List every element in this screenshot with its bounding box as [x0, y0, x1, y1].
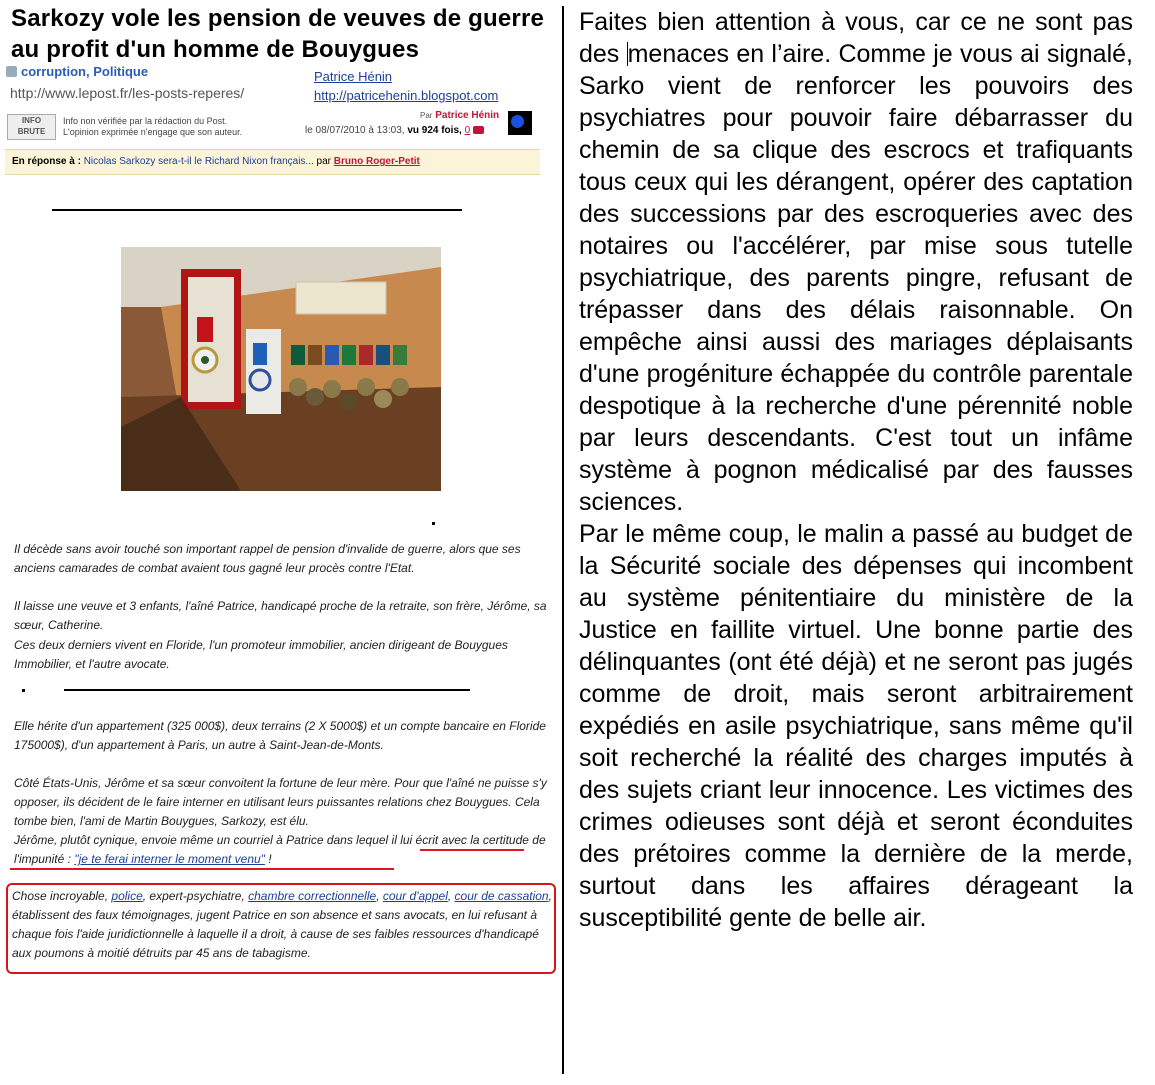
highlighted-phrase: lui écrit avec la certitude de l'impunité :: [14, 833, 546, 866]
paragraph-6-end: !: [264, 852, 272, 866]
box-text: Chose incroyable,: [12, 889, 112, 903]
author-blog-link[interactable]: http://patricehenin.blogspot.com: [314, 88, 499, 103]
box-text: ,: [376, 889, 383, 903]
commentary-part-b: menaces en l’aire. Comme je vous ai signalé, Sarko vient de renforcer les pouvoirs des psychiatres pour pouvoir faire débarrasser du chemin de sa clique des escrocs et trafiquants tous ceux qui les dérangent, opérer des captation des successions par des escroqueries avec des notaires ou l'accélérer, par mise sous tutelle psychiatrique, des parents pingre, refusant de trépasser dans des délais raisonnable. On empêche ainsi aussi des mariages déplaisants d'une progéniture échappée du contrôle parentale despotique à la recherche d'une pérennité noble par leurs descendants. C'est tout un infâme système à pognon médicalisé par des fausses sciences.: [579, 40, 1133, 516]
category-links[interactable]: corruption, Politique: [21, 64, 149, 79]
avatar[interactable]: [508, 111, 532, 135]
author-link[interactable]: Patrice Hénin: [314, 69, 393, 84]
red-underline: [420, 849, 524, 851]
byline-author[interactable]: Patrice Hénin: [435, 110, 500, 121]
column-divider: [562, 6, 564, 1074]
reply-bar: [5, 149, 540, 175]
paragraph-6-start: Jérôme, plutôt cynique, envoie même un courriel à Patrice dans lequel il: [14, 833, 397, 847]
article-title: Sarkozy vole les pension de veuves de guerre au profit d'un homme de Bouygues: [11, 5, 545, 63]
box-text: , expert-psychiatre,: [142, 889, 249, 903]
appel-link[interactable]: cour d'appel: [382, 889, 448, 903]
stray-dot: [432, 522, 435, 525]
email-quote: "je te ferai interner le moment venu": [74, 852, 265, 866]
red-underline: [10, 868, 394, 870]
highlight-box-text: [12, 887, 552, 963]
cassation-link[interactable]: cour de cassation: [454, 889, 549, 903]
reply-link[interactable]: Nicolas Sarkozy sera-t-il le Richard Nixon français...: [83, 156, 314, 167]
commentary-text: [579, 6, 1133, 934]
medals-photo: [121, 247, 441, 491]
box-text: , établissent des faux témoignages, jugent Patrice en son absence et sans avocats, en lui refusant à chaque fois l'aide juridictionnelle à laquelle il a droit, à cause de ses faibles ressources d'handicapé aux poumons à moitié détruits par 45 ans de tabagisme.: [12, 889, 552, 960]
reply-label: En réponse à :: [12, 156, 81, 167]
tag-icon: [6, 66, 17, 77]
article-url: http://www.lepost.fr/les-posts-reperes/: [10, 85, 245, 101]
paragraph-3: Ces deux derniers vivent en Floride, l'un promoteur immobilier, ancien dirigeant de Bouygues Immobilier, et l'autre avocate.: [14, 638, 508, 671]
paragraph-2: Il laisse une veuve et 3 enfants, l'aîné Patrice, handicapé proche de la retraite, son frère, Jérôme, sa sœur, Catherine.: [14, 599, 547, 632]
disclaimer-line-2: L'opinion exprimée n'engage que son auteur.: [63, 127, 243, 137]
divider-line: [64, 689, 470, 691]
stray-dot: [22, 689, 25, 692]
commentary-part-a: Faites bien attention à vous, car ce ne sont pas des: [579, 8, 1133, 68]
byline: [420, 110, 499, 121]
commentary-part-c: Par le même coup, le malin a passé au budget de la Sécurité sociale des dépenses qui incombent au système pénitentiaire du ministère de la Justice en faillite virtuel. Une bonne partie des délinquantes (ont été déjà) et ne seront pas jugés comme de droit, mais seront arbitrairement expédiés en asile psychiatrique, sans même qu'il soit recherché la réalité des charges imputés à des sujets criant leur innocence. Les victimes des crimes odieuses sont déjà et seront éconduites des prétoires comme la dernière de la merde, surtout dans les affaires dérageant la susceptibilité gente de belle air.: [579, 520, 1133, 932]
info-disclaimer: [63, 116, 242, 138]
reply-par: par: [316, 156, 331, 167]
publish-info: [305, 125, 484, 136]
article-screenshot: [0, 0, 555, 1085]
divider-line: [52, 209, 462, 211]
view-count: vu 924 fois,: [407, 125, 462, 136]
disclaimer-line-1: Info non vérifiée par la rédaction du Post.: [63, 116, 228, 126]
publish-date: le 08/07/2010 à 13:03,: [305, 125, 405, 136]
by-label: Par: [420, 111, 433, 120]
chambre-link[interactable]: chambre correctionnelle: [248, 889, 377, 903]
reply-author-link[interactable]: Bruno Roger-Petit: [333, 156, 420, 167]
info-brute-badge: INFO BRUTE: [7, 114, 56, 140]
paragraph-1: Il décède sans avoir touché son important rappel de pension d'invalide de guerre, alors que ses anciens camarades de combat avaient tous gagné leur procès contre l'Etat.: [14, 542, 521, 575]
police-link[interactable]: police: [111, 889, 143, 903]
paragraph-4: Elle hérite d'un appartement (325 000$), deux terrains (2 X 5000$) et un compte bancaire en Floride 175000$), d'un appartement à Paris, un autre à Saint-Jean-de-Monts.: [14, 719, 546, 752]
comment-count[interactable]: 0: [464, 125, 471, 136]
box-text: ,: [447, 889, 455, 903]
medals-illustration: [121, 247, 441, 491]
article-categories[interactable]: [6, 64, 148, 79]
comment-icon[interactable]: [473, 126, 484, 134]
paragraph-5: Côté États-Unis, Jérôme et sa sœur convoitent la fortune de leur mère. Pour que l'aîné ne puisse s'y opposer, ils décident de le faire interner en utilisant leurs puissantes relations chez Bouygues. Cela tombe bien, l'ami de Martin Bouygues, Sarkozy, est élu.: [14, 776, 547, 828]
